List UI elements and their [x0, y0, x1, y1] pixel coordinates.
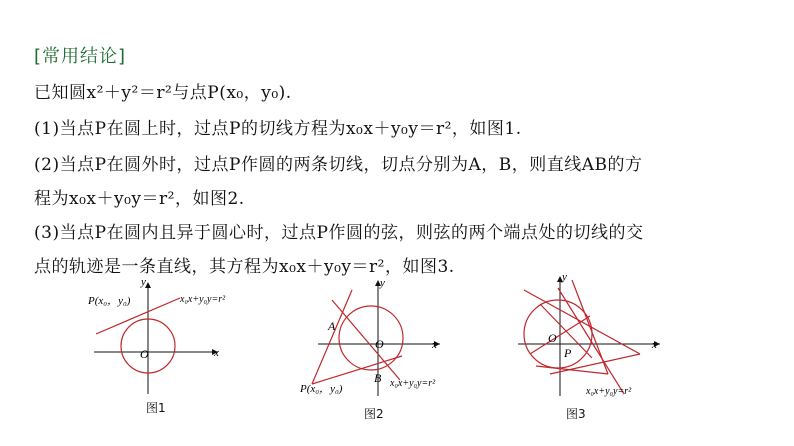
origin-label: O [375, 337, 384, 351]
text-line-6: 点的轨迹是一条直线，其方程为x₀x＋y₀y＝r²，如图3. [34, 257, 455, 277]
figure-3 [512, 270, 682, 406]
section-heading: [常用结论] [34, 46, 127, 67]
x-axis-label: x [432, 339, 437, 351]
y-axis-label: y [562, 271, 567, 283]
point-p-label: P(x₀，y₀) [300, 383, 343, 395]
point-a-label: A [328, 319, 336, 333]
text-line-3: (2)当点P在圆外时，过点P作圆的两条切线，切点分别为A，B，则直线AB的方 [34, 155, 643, 175]
figure-1 [84, 276, 264, 408]
origin-label: O [140, 347, 149, 361]
point-b-label: B [374, 371, 382, 385]
text-line-4: 程为x₀x＋y₀y＝r²，如图2. [34, 189, 245, 209]
tangent-line-4 [536, 366, 608, 374]
polar-line [558, 288, 624, 394]
point-p-label: P [564, 346, 572, 360]
circle [339, 306, 403, 370]
polar-equation-label: x₀x+y₀y=r² [586, 386, 632, 397]
tangent-line-a [312, 290, 352, 384]
text-line-2: (1)当点P在圆上时，过点P的切线方程为x₀x＋y₀y＝r²，如图1. [34, 119, 522, 139]
origin-label: O [548, 331, 557, 345]
figure-2-diagram [296, 276, 476, 404]
line-equation-label: x₀x+y₀y=r² [390, 378, 436, 389]
figure-3-diagram [512, 270, 682, 402]
figure-1-caption: 图1 [146, 401, 166, 415]
tangent-line-3 [572, 280, 608, 374]
tangent-equation-label: x₀x+y₀y=r² [180, 294, 226, 305]
y-axis-arrow-icon [145, 282, 151, 288]
y-axis-label: y [380, 277, 385, 289]
x-axis-label: x [214, 347, 219, 359]
y-axis-label: y [141, 276, 146, 288]
text-line-1: 已知圆x²＋y²＝r²与点P(x₀，y₀). [34, 83, 292, 103]
tangent-line-b [312, 356, 402, 384]
point-p-label: P(x₀，y₀) [88, 295, 131, 307]
text-line-5: (3)当点P在圆内且异于圆心时，过点P作圆的弦，则弦的两个端点处的切线的交 [34, 223, 644, 243]
figure-2-caption: 图2 [364, 407, 384, 421]
circle [524, 300, 592, 368]
x-axis-label: x [652, 339, 657, 351]
figure-1-diagram [84, 276, 264, 404]
figure-3-caption: 图3 [566, 407, 586, 421]
figure-2 [296, 276, 476, 408]
